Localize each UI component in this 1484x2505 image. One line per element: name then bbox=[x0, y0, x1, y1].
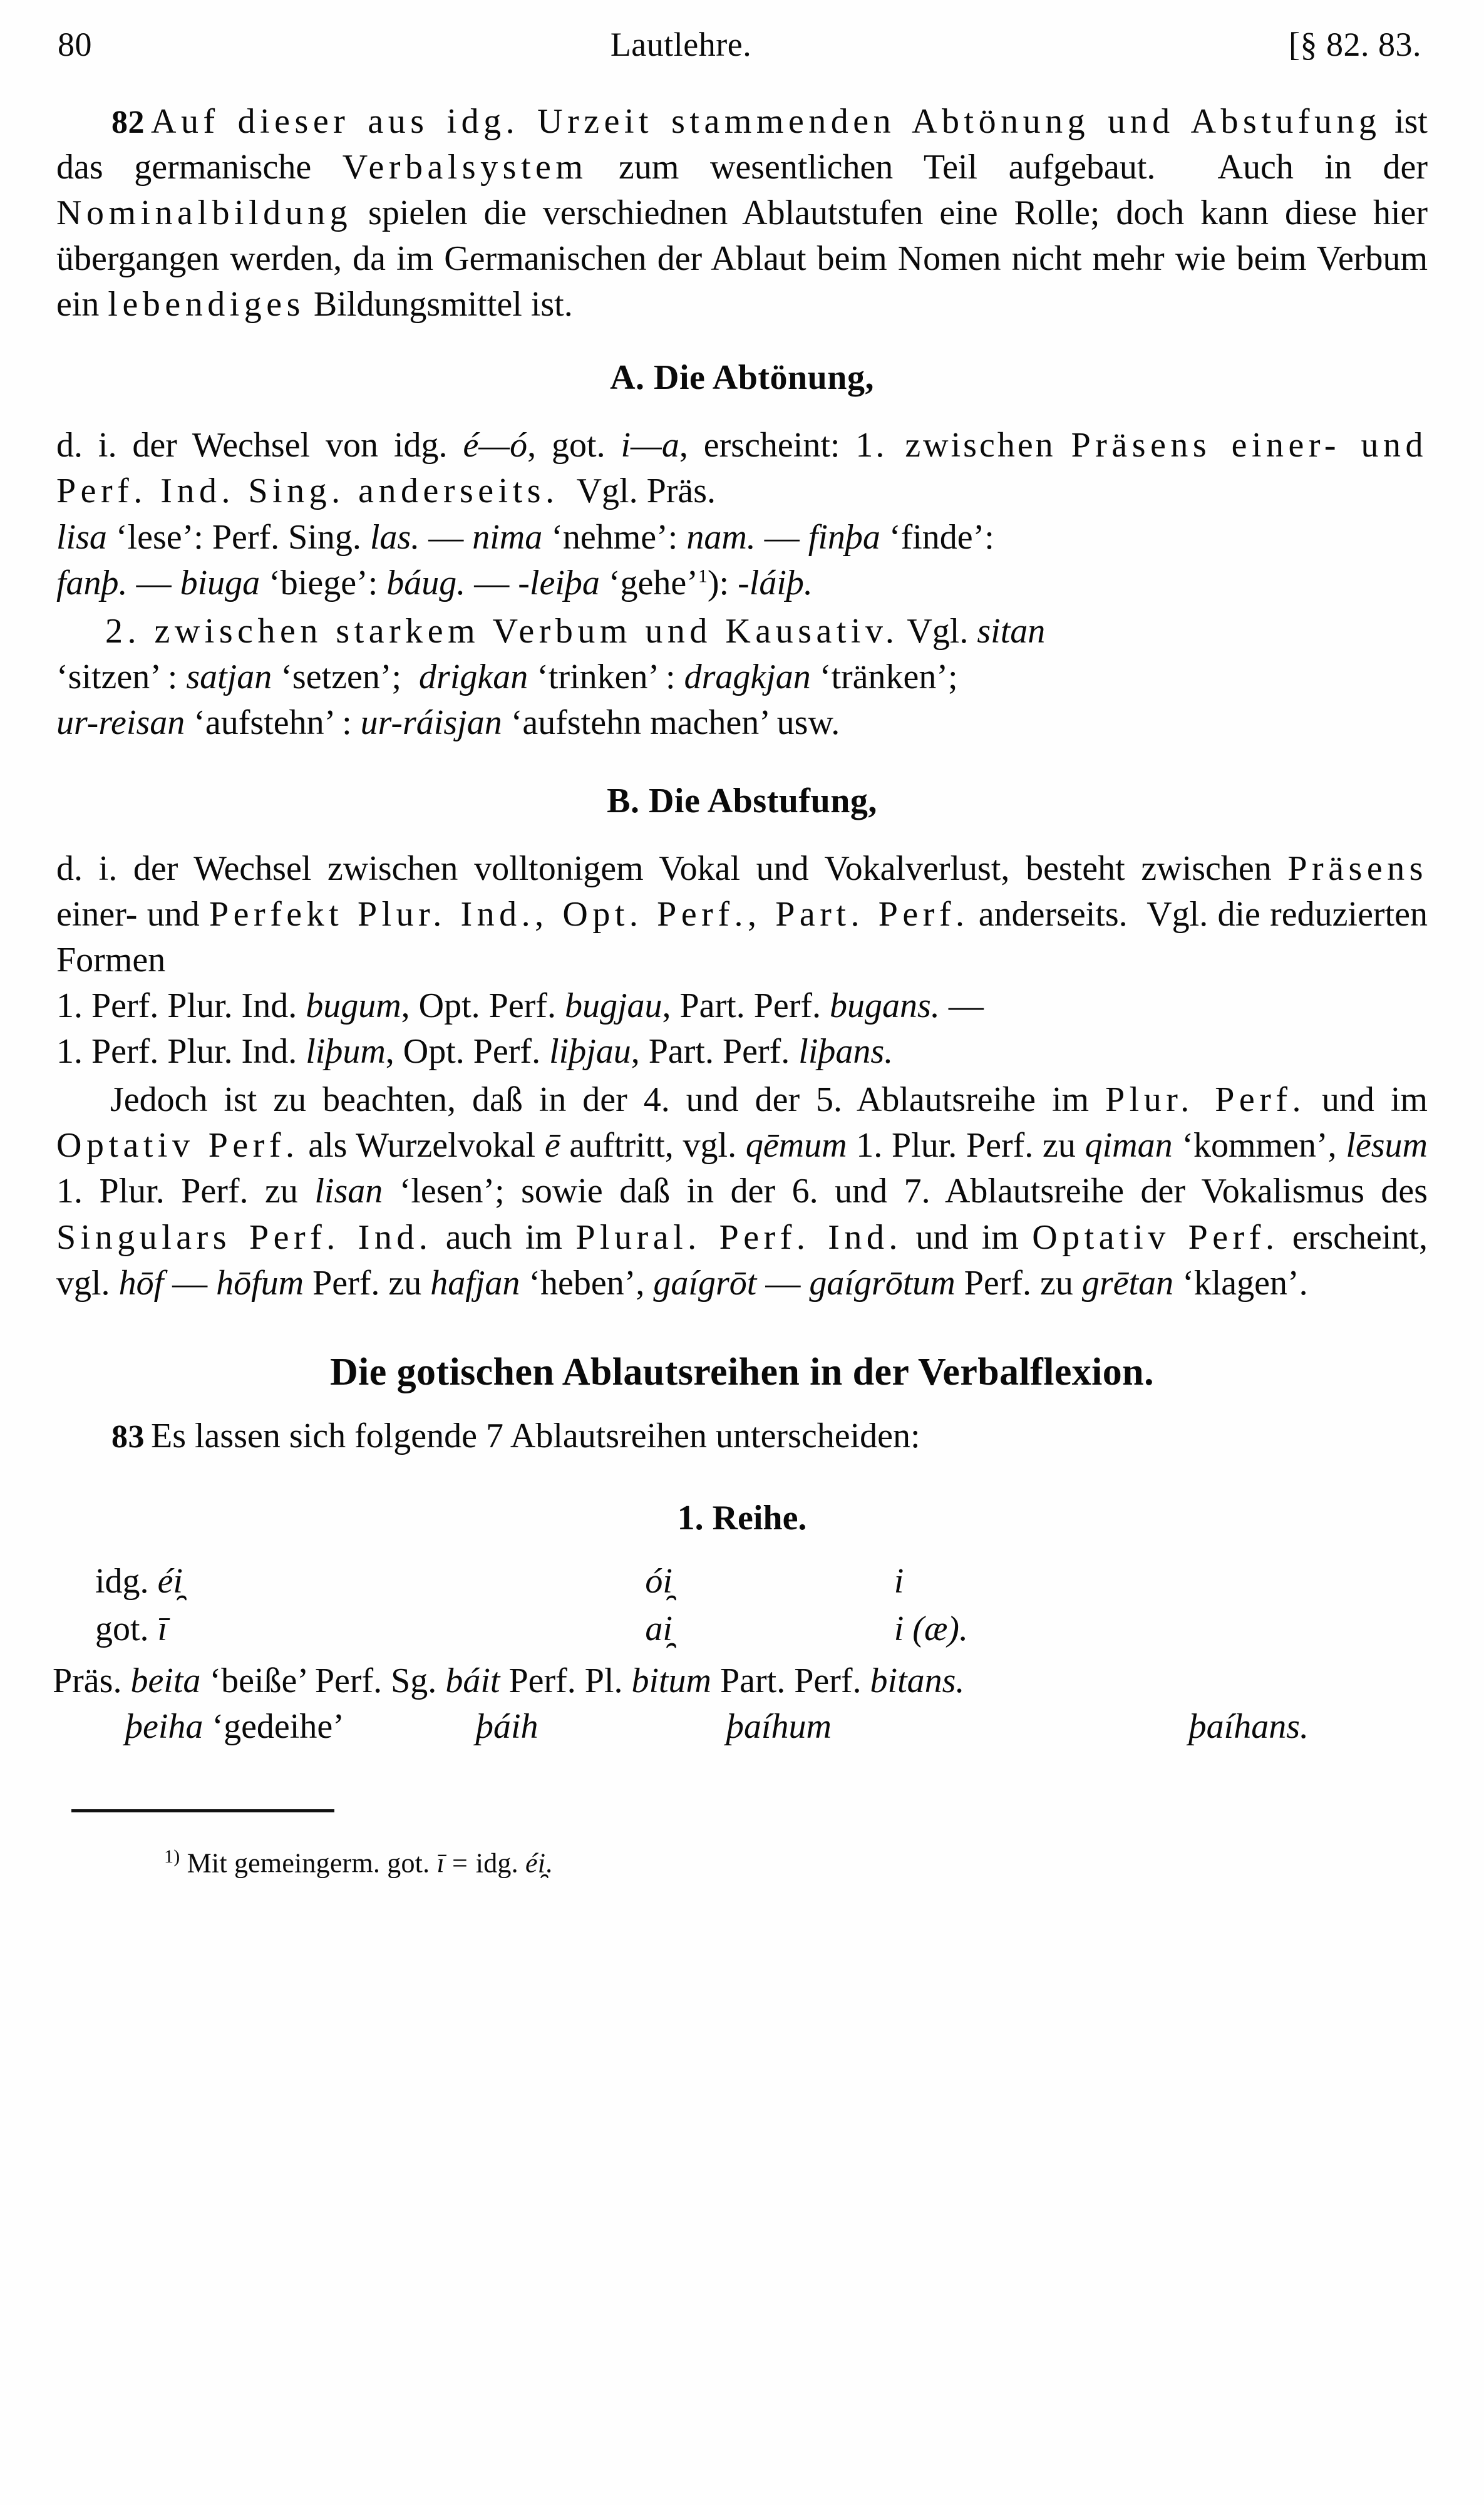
gloss-beita: ‘beiße’ bbox=[209, 1661, 306, 1700]
example-sitan-colon: : bbox=[158, 657, 187, 696]
note-emph-5: Optativ Perf. bbox=[1032, 1217, 1279, 1257]
example-biuga-gloss: ‘biege’ bbox=[269, 563, 368, 602]
grade-row-got-label bbox=[56, 1607, 645, 1655]
paragraph-82: 82 Auf dieser aus idg. Urzeit stammenden Abtönung und Abstufung ist das germanische Verbalsystem zum wesentlichen Teil aufgebaut. Auch in der Nominalbildung spielen die verschiednen Ablautstufen eine Rolle; doch kann diese hier übergangen werden, da im Germanischen der Ablaut beim Nomen nicht mehr wie beim Verbum ein lebendiges Bildungsmittel ist. bbox=[56, 102, 1428, 324]
abtoenung-mid: , got. bbox=[527, 426, 621, 465]
theiha-cell-2 bbox=[476, 1704, 726, 1750]
footnote-mid: idg. bbox=[475, 1848, 526, 1879]
example-lisa: lisa bbox=[56, 517, 107, 557]
grade-idg-2-cell bbox=[645, 1559, 894, 1607]
paradigm-label-perf-pl: Perf. Pl. bbox=[508, 1661, 623, 1700]
running-title: Lautlehre. bbox=[610, 26, 752, 63]
note-emph-4: Plural. Perf. Ind. bbox=[575, 1217, 902, 1257]
example-sitan: sitan bbox=[977, 611, 1046, 651]
theiha-cell-3 bbox=[726, 1704, 1058, 1750]
form-lesum: lēsum bbox=[1346, 1126, 1428, 1165]
footnote-form-2: éi̯ bbox=[525, 1848, 546, 1879]
idg-alternation: é—ó bbox=[463, 426, 528, 465]
footnote-equals: = bbox=[444, 1848, 476, 1879]
paragraph-83 bbox=[56, 1413, 1428, 1459]
paradigm-label-perf-sg: Perf. Sg. bbox=[314, 1661, 437, 1700]
form-bait: báit bbox=[445, 1661, 500, 1700]
grade-row-idg-label bbox=[56, 1559, 645, 1607]
grade-got-3-cell bbox=[894, 1607, 1309, 1655]
example-leitha: -leiþa bbox=[518, 563, 600, 602]
section-number-83: 83 bbox=[111, 1418, 145, 1455]
gloss-theiha: ‘gedeihe’ bbox=[212, 1707, 344, 1746]
label-got: got. bbox=[95, 1609, 149, 1648]
grade-idg-3-cell bbox=[894, 1559, 1309, 1607]
paragraph-82-emph-4: lebendiges bbox=[108, 285, 305, 324]
grade-got-2-cell bbox=[645, 1607, 894, 1655]
note-emph-1: Plur. Perf. bbox=[1105, 1080, 1306, 1120]
abtoenung-item2-label: 2. zwischen starkem Verbum und Kausativ. bbox=[105, 611, 899, 651]
footnote-marker: 1) bbox=[164, 1846, 180, 1867]
em-dash-3: — bbox=[136, 563, 172, 602]
example-ur-reisan: ur-reisan bbox=[56, 703, 185, 742]
example-laith: -láiþ. bbox=[738, 563, 813, 602]
got-alternation: i—a bbox=[621, 426, 679, 465]
example-sitan-gloss: ‘sitzen’ bbox=[56, 657, 159, 696]
footnote-lead: Mit gemeingerm. got. bbox=[187, 1848, 437, 1879]
form-theiha: þeiha bbox=[125, 1707, 204, 1746]
em-dash-1: — bbox=[428, 517, 464, 557]
paragraph-abstufung-intro: d. i. der Wechsel zwischen volltonigem Vokal und Vokalverlust, besteht zwischen Präsens einer- und Perfekt Plur. Ind., Opt. Perf., Part. Perf. anderseits. Vgl. die reduzierten Formen 1. Perf. Plur. Ind. bugum, Opt. Perf. bugjau, Part. Perf. bugans. — 1. Perf. Plur. Ind. liþum, Opt. Perf. liþjau, Part. Perf. liþans. bbox=[56, 849, 1428, 1072]
grade-idg-1: éi̯ bbox=[157, 1561, 183, 1601]
table-row bbox=[56, 1607, 1309, 1655]
example-baug: báug. bbox=[386, 563, 466, 602]
example-ur-reisan-gloss: ‘aufstehn’ bbox=[193, 703, 334, 742]
form-qemum: qēmum bbox=[745, 1126, 847, 1165]
example-biuga: biuga bbox=[180, 563, 260, 602]
example-biuga-sep: : bbox=[368, 563, 387, 602]
abtoenung-item1-text: Präsens einer- und Perf. Ind. Sing. anderseits. bbox=[56, 426, 1428, 511]
form-gretan: grētan bbox=[1081, 1263, 1174, 1303]
em-dash-4: — bbox=[474, 563, 510, 602]
paragraph-82-emph-1: Auf dieser aus idg. Urzeit stammenden Abtönung und Abstufung bbox=[151, 102, 1381, 141]
grade-table bbox=[56, 1559, 1309, 1655]
form-lisan: lisan bbox=[314, 1172, 383, 1211]
example-leitha-gloss: ‘gehe’ bbox=[608, 563, 698, 602]
paragraph-abtoenung-1 bbox=[56, 423, 1428, 606]
example-fintha-gloss: ‘finde’ bbox=[889, 517, 985, 557]
form-thaihans: þaíhans. bbox=[1188, 1707, 1309, 1746]
example-drigkan: drigkan bbox=[419, 657, 528, 696]
example-nam: nam. bbox=[686, 517, 756, 557]
example-nima-gloss: ‘nehme’ bbox=[551, 517, 668, 557]
grade-got-2: ai̯ bbox=[645, 1609, 672, 1648]
label-idg: idg. bbox=[95, 1561, 149, 1601]
form-bitum: bitum bbox=[631, 1661, 711, 1700]
reduced-1-mid1: , Opt. Perf. bbox=[401, 986, 565, 1026]
example-fintha-sep: : bbox=[984, 517, 994, 557]
paradigm-row-beita bbox=[53, 1658, 1428, 1704]
example-ur-raisjan-gloss: ‘aufstehn machen’ usw. bbox=[510, 703, 840, 742]
example-las: las. bbox=[369, 517, 420, 557]
em-dash-2: — bbox=[764, 517, 800, 557]
vowel-e-macron: ē bbox=[544, 1126, 560, 1165]
heading-abstufung: B. Die Abstufung, bbox=[607, 781, 877, 820]
example-dragkjan-gloss: ‘tränken’; bbox=[819, 657, 958, 696]
example-satjan-gloss: ‘setzen’; bbox=[281, 657, 402, 696]
example-leitha-sep: ): bbox=[707, 563, 738, 602]
form-lithjau: liþjau bbox=[549, 1032, 631, 1072]
paradigm-label-part-perf: Part. Perf. bbox=[720, 1661, 862, 1700]
theiha-cell-4 bbox=[1058, 1704, 1309, 1750]
example-lisa-gloss: ‘lese’ bbox=[115, 517, 194, 557]
abtoenung-lead: d. i. der Wechsel von idg. bbox=[56, 426, 463, 465]
abstufung-emph-1: Präsens bbox=[1287, 849, 1428, 888]
running-head bbox=[56, 25, 1428, 64]
form-lithum: liþum bbox=[306, 1032, 386, 1072]
footnote-form-1: ī bbox=[436, 1848, 445, 1879]
example-drigkan-colon: : bbox=[657, 657, 684, 696]
reduced-1-lead: 1. Perf. Plur. Ind. bbox=[56, 986, 306, 1026]
note-emph-3: Singulars Perf. Ind. bbox=[56, 1217, 433, 1257]
example-lisa-sep: : Perf. Sing. bbox=[193, 517, 370, 557]
form-hof: hōf bbox=[118, 1263, 164, 1303]
reduced-2-lead: 1. Perf. Plur. Ind. bbox=[56, 1032, 306, 1072]
form-thaihum: þaíhum bbox=[726, 1707, 832, 1746]
page-content bbox=[53, 25, 1428, 1879]
form-hafjan: hafjan bbox=[430, 1263, 520, 1303]
form-gaigrotum: gaígrōtum bbox=[809, 1263, 956, 1303]
heading-reihe-1: 1. Reihe. bbox=[677, 1498, 807, 1537]
heading-abtoenung: A. Die Abtönung, bbox=[610, 358, 874, 398]
paradigm-row-theiha bbox=[125, 1704, 1415, 1750]
form-beita: beita bbox=[130, 1661, 201, 1700]
footnote-reference-1[interactable]: 1 bbox=[698, 565, 708, 586]
note-emph-2: Optativ Perf. bbox=[56, 1126, 299, 1165]
grade-idg-2: ói̯ bbox=[645, 1561, 672, 1601]
reduced-2-mid2: , Part. Perf. bbox=[631, 1032, 799, 1072]
form-bugans: bugans. bbox=[830, 986, 940, 1026]
abtoenung-tail: , erscheint: bbox=[679, 426, 856, 465]
example-drigkan-gloss: ‘trinken’ bbox=[537, 657, 657, 696]
heading-ablautsreihen: Die gotischen Ablautsreihen in der Verbalflexion. bbox=[330, 1350, 1154, 1393]
form-hofum: hōfum bbox=[216, 1263, 304, 1303]
grade-got-1: ī bbox=[157, 1609, 168, 1648]
paradigm-label-praes: Präs. bbox=[53, 1661, 122, 1700]
abstufung-emph-2: Perfekt Plur. Ind., Opt. Perf., Part. Perf. bbox=[209, 895, 969, 934]
example-nima: nima bbox=[472, 517, 543, 557]
theiha-cell-1 bbox=[125, 1704, 476, 1750]
grade-idg-3: i bbox=[894, 1561, 904, 1601]
reduced-1-mid2: , Part. Perf. bbox=[662, 986, 830, 1026]
form-qiman: qiman bbox=[1085, 1126, 1173, 1165]
example-nima-sep: : bbox=[667, 517, 687, 557]
example-satjan: satjan bbox=[186, 657, 272, 696]
form-thaih: þáih bbox=[476, 1707, 538, 1746]
form-bugjau: bugjau bbox=[564, 986, 662, 1026]
footnote-rule bbox=[71, 1809, 334, 1812]
paragraph-82-emph-3: Nominalbildung bbox=[56, 194, 353, 233]
section-number-82: 82 bbox=[111, 105, 145, 140]
example-ur-reisan-colon: : bbox=[333, 703, 361, 742]
form-bitans: bitans. bbox=[870, 1661, 965, 1700]
form-lithans: liþans. bbox=[798, 1032, 894, 1072]
footnote-tail: . bbox=[545, 1848, 553, 1879]
paragraph-abtoenung-2 bbox=[56, 609, 1428, 746]
example-ur-raisjan: ur-ráisjan bbox=[360, 703, 502, 742]
footnote-1 bbox=[164, 1846, 1428, 1879]
form-gaigrot: gaígrōt bbox=[653, 1263, 757, 1303]
abtoenung-item1-label: 1. zwischen bbox=[855, 426, 1056, 465]
example-dragkjan: dragkjan bbox=[684, 657, 811, 696]
example-fintha: finþa bbox=[808, 517, 880, 557]
paragraph-83-text: Es lassen sich folgende 7 Ablautsreihen unterscheiden: bbox=[151, 1416, 920, 1455]
reduced-1-tail: — bbox=[939, 986, 984, 1026]
example-fanth: fanþ. bbox=[56, 563, 128, 602]
paragraph-82-emph-2: Verbalsystem bbox=[342, 148, 588, 187]
paragraph-abstufung-note: Jedoch ist zu beachten, daß in der 4. und der 5. Ablautsreihe im Plur. Perf. und im Optativ Perf. als Wurzelvokal ē auftritt, vgl. qēmum 1. Plur. Perf. zu qiman ‘kommen’, lēsum 1. Plur. Perf. zu lisan ‘lesen’; sowie daß in der 6. und 7. Ablautsreihe der Vokalismus des Singulars Perf. Ind. auch im Plural. Perf. Ind. und im Optativ Perf. erscheint, vgl. hōf — hōfum Perf. zu hafjan ‘heben’, gaígrōt — gaígrōtum Perf. zu grētan ‘klagen’. bbox=[56, 1080, 1428, 1303]
reduced-2-mid1: , Opt. Perf. bbox=[385, 1032, 550, 1072]
grade-got-3: i (æ). bbox=[894, 1609, 968, 1648]
section-reference: [§ 82. 83. bbox=[1289, 26, 1421, 63]
abtoenung-item1-vgl: Vgl. Präs. bbox=[576, 472, 716, 511]
form-bugum: bugum bbox=[306, 986, 401, 1026]
abtoenung-item2-vgl: Vgl. bbox=[907, 611, 969, 651]
page-number: 80 bbox=[58, 26, 92, 63]
table-row bbox=[56, 1559, 1309, 1607]
